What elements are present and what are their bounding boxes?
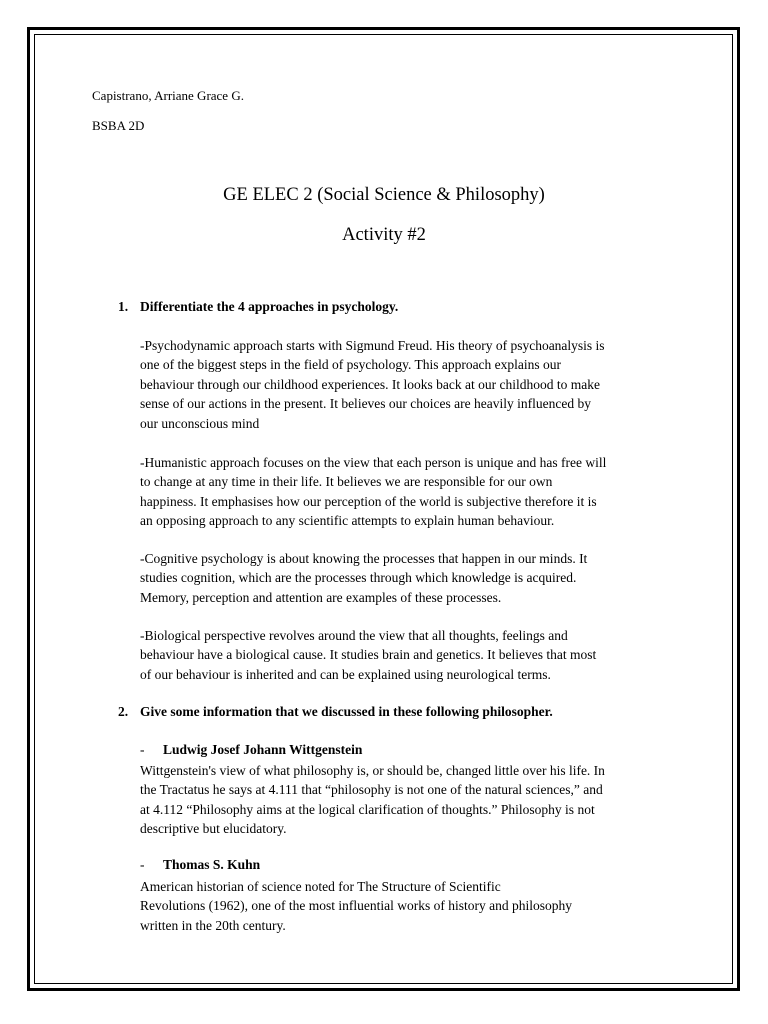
answer-cognitive [140, 549, 587, 607]
text-line: -Biological perspective revolves around the view that all thoughts, feelings and [140, 628, 568, 643]
activity-title: Activity #2 [342, 225, 426, 245]
bullet-dash: - [140, 857, 145, 872]
text-line: -Cognitive psychology is about knowing the processes that happen in our minds. It [140, 551, 588, 566]
text-line: our unconscious mind [140, 415, 260, 431]
question-1-text: Differentiate the 4 approaches in psychology. [140, 299, 399, 314]
text-line: behaviour have a biological cause. It studies brain and genetics. It believes that most [140, 647, 597, 663]
text-line: the Tractatus he says at 4.111 that “philosophy is not one of the natural sciences,” and [140, 782, 603, 798]
text-line: behaviour through our childhood experiences. It looks back at our childhood to make [140, 376, 601, 392]
text-line: -Psychodynamic approach starts with Sigmund Freud. His theory of psychoanalysis is [140, 338, 605, 353]
question-2-text: Give some information that we discussed in these following philosopher. [140, 704, 553, 719]
text-line: descriptive but elucidatory. [140, 821, 287, 837]
text-line: sense of our actions in the present. It believes our choices are heavily influenced by [140, 396, 591, 412]
text-line: at 4.112 “Philosophy aims at the logical clarification of thoughts.” Philosophy is not [140, 801, 595, 817]
text-line: studies cognition, which are the processes through which knowledge is acquired. [140, 570, 577, 586]
text-line: Memory, perception and attention are examples of these processes. [140, 589, 502, 605]
question-1-number: 1. [118, 299, 129, 314]
text-line: written in the 20th century. [140, 917, 286, 933]
student-course: BSBA 2D [92, 118, 145, 133]
text-line: to change at any time in their life. It believes we are responsible for our own [140, 474, 553, 490]
text-line: one of the biggest steps in the field of psychology. This approach explains our [140, 357, 562, 373]
question-2-number: 2. [118, 704, 129, 719]
bullet-dash: - [140, 742, 145, 757]
philosopher-wittgenstein-text [140, 761, 605, 839]
text-line: -Humanistic approach focuses on the view that each person is unique and has free will [140, 455, 607, 470]
text-line: happiness. It emphasises how our perception of the world is subjective therefore it is [140, 493, 597, 509]
answer-humanistic [140, 453, 606, 531]
document-title: GE ELEC 2 (Social Science & Philosophy) [223, 185, 545, 205]
philosopher-kuhn-name: Thomas S. Kuhn [163, 857, 261, 872]
text-line: Revolutions (1962), one of the most influential works of history and philosophy [140, 898, 572, 914]
philosopher-wittgenstein-name: Ludwig Josef Johann Wittgenstein [163, 742, 363, 757]
text-line: of our behaviour is inherited and can be explained using neurological terms. [140, 666, 551, 682]
text-line: an opposing approach to any scientific attempts to explain human behaviour. [140, 513, 555, 529]
student-name: Capistrano, Arriane Grace G. [92, 88, 244, 103]
answer-biological [140, 626, 596, 684]
philosopher-kuhn-text [140, 877, 572, 935]
text-line: Wittgenstein's view of what philosophy is, or should be, changed little over his life. In [140, 763, 605, 778]
text-line: American historian of science noted for The Structure of Scientific [140, 879, 501, 894]
answer-psychodynamic [140, 336, 605, 433]
